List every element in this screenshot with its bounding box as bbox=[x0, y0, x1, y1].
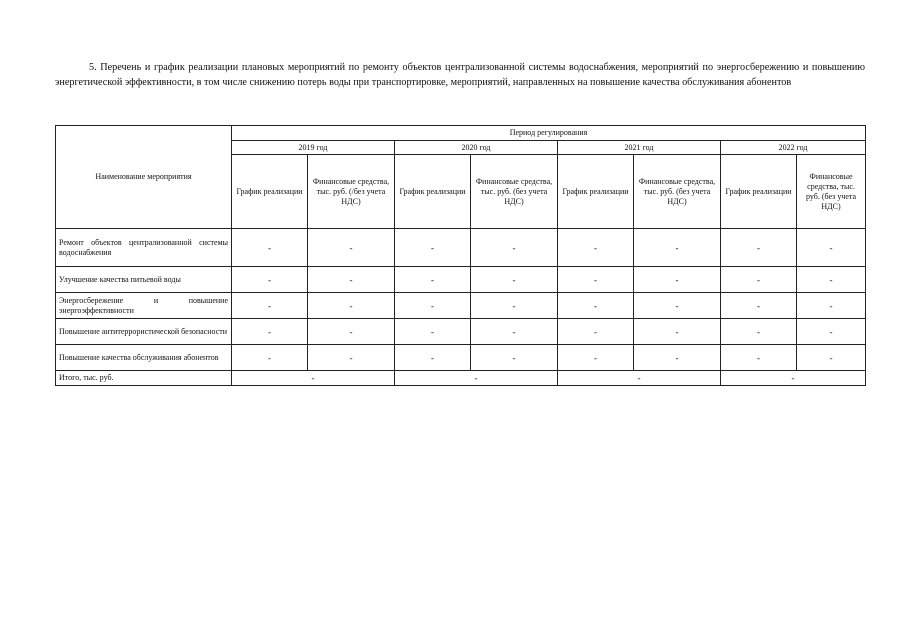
schedule-header: График реализации bbox=[558, 155, 634, 229]
table-cell: - bbox=[558, 319, 634, 345]
table-cell: - bbox=[634, 345, 721, 371]
table-cell: - bbox=[797, 267, 866, 293]
table-cell: - bbox=[721, 345, 797, 371]
header-row-period bbox=[56, 126, 866, 141]
table-cell: - bbox=[232, 293, 308, 319]
total-row bbox=[56, 371, 866, 386]
table-cell: - bbox=[471, 267, 558, 293]
table-cell: - bbox=[308, 293, 395, 319]
table-row bbox=[56, 345, 866, 371]
table-cell: - bbox=[634, 319, 721, 345]
finance-header: Финансовые средства, тыс. руб. (без учета НДС) bbox=[471, 155, 558, 229]
table-row bbox=[56, 267, 866, 293]
table-cell: - bbox=[558, 229, 634, 267]
row-label: Энергосбережение и повышение энергоэффективности bbox=[56, 293, 232, 319]
table-cell: - bbox=[797, 293, 866, 319]
schedule-header: График реализации bbox=[232, 155, 308, 229]
period-header: Период регулирования bbox=[232, 126, 866, 141]
row-label: Ремонт объектов централизованной системы водоснабжения bbox=[56, 229, 232, 267]
table-cell: - bbox=[558, 293, 634, 319]
table-cell: - bbox=[395, 229, 471, 267]
schedule-header: График реализации bbox=[721, 155, 797, 229]
table-cell: - bbox=[471, 319, 558, 345]
year-header: 2020 год bbox=[395, 141, 558, 155]
table-cell: - bbox=[634, 293, 721, 319]
table-cell: - bbox=[471, 229, 558, 267]
table-cell: - bbox=[471, 293, 558, 319]
table-cell: - bbox=[308, 345, 395, 371]
year-header: 2022 год bbox=[721, 141, 866, 155]
table-cell: - bbox=[721, 319, 797, 345]
table-cell: - bbox=[232, 319, 308, 345]
table-cell: - bbox=[395, 319, 471, 345]
total-cell: - bbox=[558, 371, 721, 386]
total-label: Итого, тыс. руб. bbox=[56, 371, 232, 386]
table-cell: - bbox=[721, 293, 797, 319]
table-cell: - bbox=[634, 267, 721, 293]
table-cell: - bbox=[721, 229, 797, 267]
table-cell: - bbox=[797, 229, 866, 267]
row-label: Повышение качества обслуживания абонентов bbox=[56, 345, 232, 371]
total-cell: - bbox=[232, 371, 395, 386]
plan-table bbox=[55, 125, 866, 386]
table-cell: - bbox=[232, 267, 308, 293]
table-row bbox=[56, 319, 866, 345]
table-cell: - bbox=[797, 345, 866, 371]
table-cell: - bbox=[308, 229, 395, 267]
table-cell: - bbox=[308, 319, 395, 345]
table-cell: - bbox=[721, 267, 797, 293]
table-cell: - bbox=[232, 345, 308, 371]
table-cell: - bbox=[395, 267, 471, 293]
schedule-header: График реализации bbox=[395, 155, 471, 229]
year-header: 2019 год bbox=[232, 141, 395, 155]
table-cell: - bbox=[558, 345, 634, 371]
name-column-header: Наименование мероприятия bbox=[56, 126, 232, 229]
total-cell: - bbox=[395, 371, 558, 386]
finance-header: Финансовые средства, тыс. руб. (/без учета НДС) bbox=[308, 155, 395, 229]
table-cell: - bbox=[232, 229, 308, 267]
total-cell: - bbox=[721, 371, 866, 386]
table-cell: - bbox=[395, 293, 471, 319]
finance-header: Финансовые средства, тыс. руб. (без учета НДС) bbox=[797, 155, 866, 229]
year-header: 2021 год bbox=[558, 141, 721, 155]
table-cell: - bbox=[471, 345, 558, 371]
table-cell: - bbox=[797, 319, 866, 345]
table-cell: - bbox=[395, 345, 471, 371]
table-cell: - bbox=[634, 229, 721, 267]
table-row bbox=[56, 229, 866, 267]
table-row bbox=[56, 293, 866, 319]
table-cell: - bbox=[308, 267, 395, 293]
finance-header: Финансовые средства, тыс. руб. (без учета НДС) bbox=[634, 155, 721, 229]
row-label: Повышение антитеррористической безопасности bbox=[56, 319, 232, 345]
row-label: Улучшение качества питьевой воды bbox=[56, 267, 232, 293]
section-heading: 5. Перечень и график реализации плановых мероприятий по ремонту объектов централизованной системы водоснабжения, мероприятий по энергосбережению и повышению энергетической эффективности, в том числе снижению потерь воды при транспортировке, мероприятий, направленных на повышение качества обслуживания абонентов bbox=[55, 62, 865, 88]
table-cell: - bbox=[558, 267, 634, 293]
